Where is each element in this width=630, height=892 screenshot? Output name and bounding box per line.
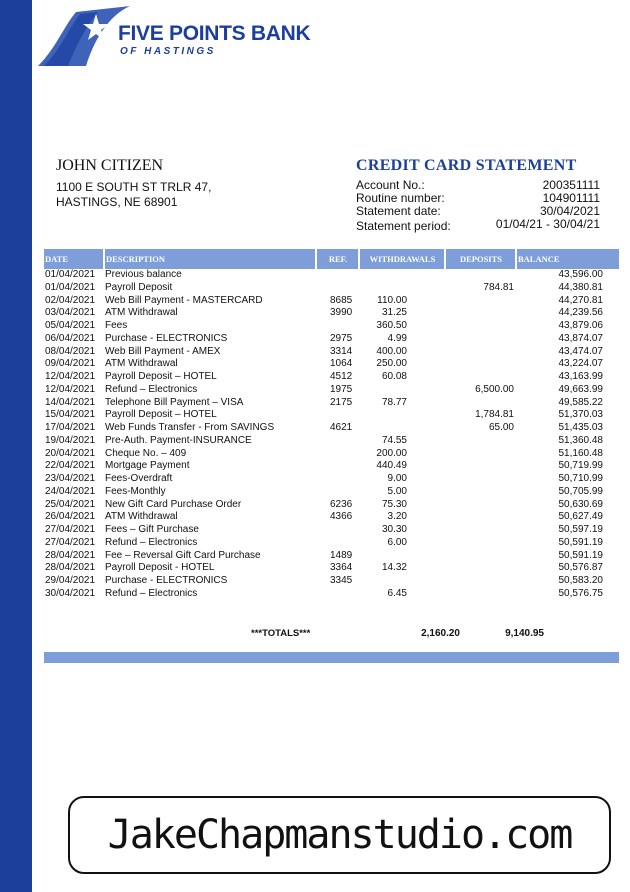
row-withdrawal: 31.25	[381, 307, 407, 319]
statement-date-label: Statement date:	[356, 204, 441, 218]
table-row	[44, 409, 619, 422]
table-row	[44, 333, 619, 346]
row-withdrawal: 200.00	[376, 447, 407, 459]
row-description: Fees	[105, 320, 128, 331]
header-date: DATE	[44, 249, 104, 269]
row-ref: 4621	[330, 422, 353, 433]
row-deposit	[445, 511, 516, 524]
table-row	[44, 282, 619, 295]
row-ref: 4366	[330, 511, 353, 523]
row-description: Web Funds Transfer - From SAVINGS	[105, 422, 275, 433]
totals-withdrawals: 2,160.20	[421, 628, 460, 639]
row-deposit	[445, 307, 516, 320]
row-ref: 3990	[330, 307, 353, 319]
row-description: Previous balance	[105, 269, 182, 280]
row-ref	[316, 473, 359, 486]
row-date: 27/04/2021	[45, 536, 96, 548]
row-ref	[316, 537, 359, 550]
row-balance: 50,719.99	[558, 460, 603, 472]
row-balance: 43,163.99	[558, 371, 603, 382]
table-row	[44, 269, 619, 282]
row-deposit	[445, 524, 516, 537]
row-balance: 50,576.75	[558, 587, 603, 599]
row-description: Payroll Deposit – HOTEL	[105, 409, 217, 421]
address-line-1: 1100 E SOUTH ST TRLR 47,	[56, 180, 212, 194]
row-balance: 43,224.07	[558, 358, 603, 370]
row-date: 28/04/2021	[45, 562, 96, 574]
row-balance: 50,597.19	[558, 524, 603, 535]
row-ref	[316, 588, 359, 601]
row-date: 17/04/2021	[45, 422, 96, 433]
row-deposit	[445, 473, 516, 486]
row-withdrawal: 60.08	[381, 371, 407, 382]
table-header-row	[44, 249, 619, 269]
row-ref: 8685	[330, 294, 353, 306]
routine-number-value: 104901111	[542, 191, 600, 205]
row-deposit: 65.00	[488, 422, 514, 433]
address-line-2: HASTINGS, NE 68901	[56, 195, 178, 209]
table-bottom-rule	[44, 652, 619, 663]
row-description: Payroll Deposit	[105, 281, 173, 293]
row-description: ATM Withdrawal	[105, 358, 178, 370]
row-date: 20/04/2021	[45, 447, 96, 459]
row-balance: 44,270.81	[558, 294, 603, 306]
table-row	[44, 397, 619, 410]
totals-label: ***TOTALS***	[251, 628, 311, 639]
bank-name: FIVE POINTS BANK	[118, 22, 311, 45]
row-ref	[316, 524, 359, 537]
row-description: New Gift Card Purchase Order	[105, 498, 242, 510]
table-row	[44, 358, 619, 371]
watermark-banner: JakeChapmanstudio.com	[68, 796, 611, 874]
row-balance: 44,239.56	[558, 307, 603, 319]
row-ref: 3345	[330, 575, 353, 586]
row-description: Fees-Monthly	[105, 485, 166, 497]
row-date: 02/04/2021	[45, 294, 96, 306]
row-deposit	[445, 588, 516, 601]
header-deposits: DEPOSITS	[445, 249, 516, 269]
row-deposit	[445, 460, 516, 473]
table-row	[44, 295, 619, 308]
row-deposit	[445, 435, 516, 448]
row-deposit	[445, 575, 516, 588]
row-date: 12/04/2021	[45, 383, 96, 395]
row-balance: 50,705.99	[558, 485, 603, 497]
row-description: Fees-Overdraft	[105, 473, 173, 484]
table-row	[44, 371, 619, 384]
row-date: 25/04/2021	[45, 498, 96, 510]
row-description: Payroll Deposit - HOTEL	[105, 562, 215, 574]
row-description: ATM Withdrawal	[105, 307, 178, 319]
table-row	[44, 320, 619, 333]
row-description: Telephone Bill Payment – VISA	[105, 396, 244, 408]
row-description: Refund – Electronics	[105, 587, 198, 599]
row-withdrawal: 75.30	[381, 498, 407, 510]
row-ref: 6236	[330, 498, 353, 510]
statement-period-value: 01/04/21 - 30/04/21	[495, 217, 600, 231]
row-ref: 1975	[330, 383, 353, 395]
table-row	[44, 537, 619, 550]
row-date: 24/04/2021	[45, 485, 96, 497]
row-deposit	[445, 346, 516, 359]
row-description: Payroll Deposit – HOTEL	[105, 371, 217, 382]
row-description: Refund – Electronics	[105, 383, 198, 395]
row-deposit	[445, 550, 516, 563]
row-withdrawal: 440.49	[376, 460, 407, 472]
row-deposit	[445, 358, 516, 371]
row-ref: 2975	[330, 332, 353, 344]
row-description: Refund – Electronics	[105, 536, 198, 548]
transactions-table	[44, 249, 619, 601]
row-ref	[316, 460, 359, 473]
table-row	[44, 448, 619, 461]
row-ref: 4512	[330, 371, 353, 382]
row-date: 29/04/2021	[45, 575, 96, 586]
table-row	[44, 486, 619, 499]
account-number-label: Account No.:	[356, 178, 425, 192]
row-date: 03/04/2021	[45, 307, 96, 319]
row-balance: 50,591.19	[558, 549, 603, 561]
table-row	[44, 588, 619, 601]
row-withdrawal: 3.20	[387, 511, 407, 523]
row-withdrawal	[359, 384, 445, 397]
row-description: Web Bill Payment - AMEX	[105, 345, 221, 357]
row-ref: 3314	[330, 345, 353, 357]
row-withdrawal: 9.00	[387, 473, 407, 484]
row-date: 01/04/2021	[45, 269, 96, 280]
row-withdrawal: 6.45	[387, 587, 407, 599]
star-swoosh-icon	[38, 4, 130, 70]
row-withdrawal: 78.77	[381, 396, 407, 408]
row-withdrawal	[359, 422, 445, 435]
transactions-body	[44, 269, 619, 601]
row-withdrawal	[359, 575, 445, 588]
row-ref	[316, 409, 359, 422]
row-description: Purchase - ELECTRONICS	[105, 575, 228, 586]
row-balance: 50,630.69	[558, 498, 603, 510]
row-withdrawal	[359, 282, 445, 295]
row-balance: 43,596.00	[558, 269, 603, 280]
row-date: 05/04/2021	[45, 320, 96, 331]
row-balance: 51,160.48	[558, 447, 603, 459]
row-description: ATM Withdrawal	[105, 511, 178, 523]
row-description: Fees – Gift Purchase	[105, 524, 199, 535]
row-date: 08/04/2021	[45, 345, 96, 357]
row-balance: 50,576.87	[558, 562, 603, 574]
row-date: 26/04/2021	[45, 511, 96, 523]
left-accent-bar	[0, 0, 32, 892]
row-date: 06/04/2021	[45, 332, 96, 344]
table-row	[44, 473, 619, 486]
account-number-value: 200351111	[542, 178, 600, 192]
row-description: Cheque No. – 409	[105, 447, 187, 459]
row-ref	[316, 269, 359, 282]
row-withdrawal	[359, 409, 445, 422]
totals-deposits: 9,140.95	[505, 628, 544, 639]
row-balance: 50,710.99	[558, 473, 603, 484]
row-balance: 49,585.22	[558, 396, 603, 408]
row-description: Web Bill Payment - MASTERCARD	[105, 294, 263, 306]
table-row	[44, 460, 619, 473]
row-date: 15/04/2021	[45, 409, 96, 421]
row-description: Mortgage Payment	[105, 460, 190, 472]
table-row	[44, 524, 619, 537]
row-ref	[316, 320, 359, 333]
row-deposit	[445, 295, 516, 308]
table-row	[44, 511, 619, 524]
header-ref: REF.	[316, 249, 359, 269]
row-withdrawal: 110.00	[377, 294, 407, 306]
table-row	[44, 562, 619, 575]
table-row	[44, 422, 619, 435]
row-balance: 51,370.03	[558, 409, 603, 421]
row-deposit	[445, 269, 516, 282]
row-date: 19/04/2021	[45, 434, 96, 446]
row-withdrawal: 14.32	[381, 562, 407, 574]
bank-subname: OF HASTINGS	[120, 46, 216, 57]
header-withdrawals: WITHDRAWALS	[359, 249, 445, 269]
row-date: 27/04/2021	[45, 524, 96, 535]
row-deposit	[445, 499, 516, 512]
row-date: 30/04/2021	[45, 587, 96, 599]
statement-date-value: 30/04/2021	[539, 204, 600, 218]
row-deposit	[445, 448, 516, 461]
header-balance: BALANCE	[516, 249, 619, 269]
row-balance: 43,474.07	[558, 345, 603, 357]
row-withdrawal: 4.99	[387, 332, 407, 344]
table-row	[44, 550, 619, 563]
header-description: DESCRIPTION	[104, 249, 316, 269]
routine-number-label: Routine number:	[356, 191, 445, 205]
row-ref	[316, 282, 359, 295]
row-deposit: 784.81	[483, 281, 514, 293]
row-withdrawal: 250.00	[376, 358, 407, 370]
table-row	[44, 307, 619, 320]
row-withdrawal: 400.00	[376, 345, 407, 357]
account-holder-name: JOHN CITIZEN	[56, 157, 164, 174]
row-withdrawal: 5.00	[387, 485, 407, 497]
row-withdrawal	[359, 550, 445, 563]
row-date: 14/04/2021	[45, 396, 96, 408]
row-balance: 50,583.20	[558, 575, 603, 586]
row-description: Purchase - ELECTRONICS	[105, 332, 228, 344]
row-date: 09/04/2021	[45, 358, 96, 370]
row-date: 28/04/2021	[45, 549, 96, 561]
row-balance: 43,874.07	[558, 332, 603, 344]
bank-logo	[38, 4, 311, 70]
row-balance: 49,663.99	[558, 383, 603, 395]
row-deposit	[445, 397, 516, 410]
row-ref	[316, 448, 359, 461]
row-description: Pre-Auth. Payment-INSURANCE	[105, 434, 252, 446]
statement-title: CREDIT CARD STATEMENT	[356, 157, 577, 174]
row-date: 23/04/2021	[45, 473, 96, 484]
row-date: 22/04/2021	[45, 460, 96, 472]
row-ref	[316, 486, 359, 499]
row-withdrawal: 74.55	[381, 434, 407, 446]
row-deposit	[445, 486, 516, 499]
row-deposit: 6,500.00	[475, 383, 514, 395]
row-deposit	[445, 320, 516, 333]
row-date: 12/04/2021	[45, 371, 96, 382]
row-withdrawal: 30.30	[381, 524, 407, 535]
statement-period-label: Statement period:	[356, 219, 451, 233]
row-deposit: 1,784.81	[475, 409, 514, 421]
row-balance: 43,879.06	[558, 320, 603, 331]
table-row	[44, 575, 619, 588]
row-description: Fee – Reversal Gift Card Purchase	[105, 549, 261, 561]
table-row	[44, 346, 619, 359]
row-ref: 1489	[330, 549, 353, 561]
row-withdrawal: 6.00	[387, 536, 407, 548]
table-row	[44, 435, 619, 448]
row-deposit	[445, 537, 516, 550]
row-deposit	[445, 333, 516, 346]
row-date: 01/04/2021	[45, 281, 96, 293]
row-ref: 2175	[330, 396, 353, 408]
row-withdrawal: 360.50	[376, 320, 407, 331]
row-ref: 3364	[330, 562, 353, 574]
row-balance: 50,627.49	[558, 511, 603, 523]
row-ref	[316, 435, 359, 448]
row-balance: 51,360.48	[558, 434, 603, 446]
table-row	[44, 384, 619, 397]
row-balance: 51,435.03	[558, 422, 603, 433]
row-balance: 44,380.81	[558, 281, 603, 293]
row-ref: 1064	[330, 358, 353, 370]
row-balance: 50,591.19	[558, 536, 603, 548]
table-row	[44, 499, 619, 512]
row-deposit	[445, 371, 516, 384]
row-withdrawal	[359, 269, 445, 282]
row-deposit	[445, 562, 516, 575]
